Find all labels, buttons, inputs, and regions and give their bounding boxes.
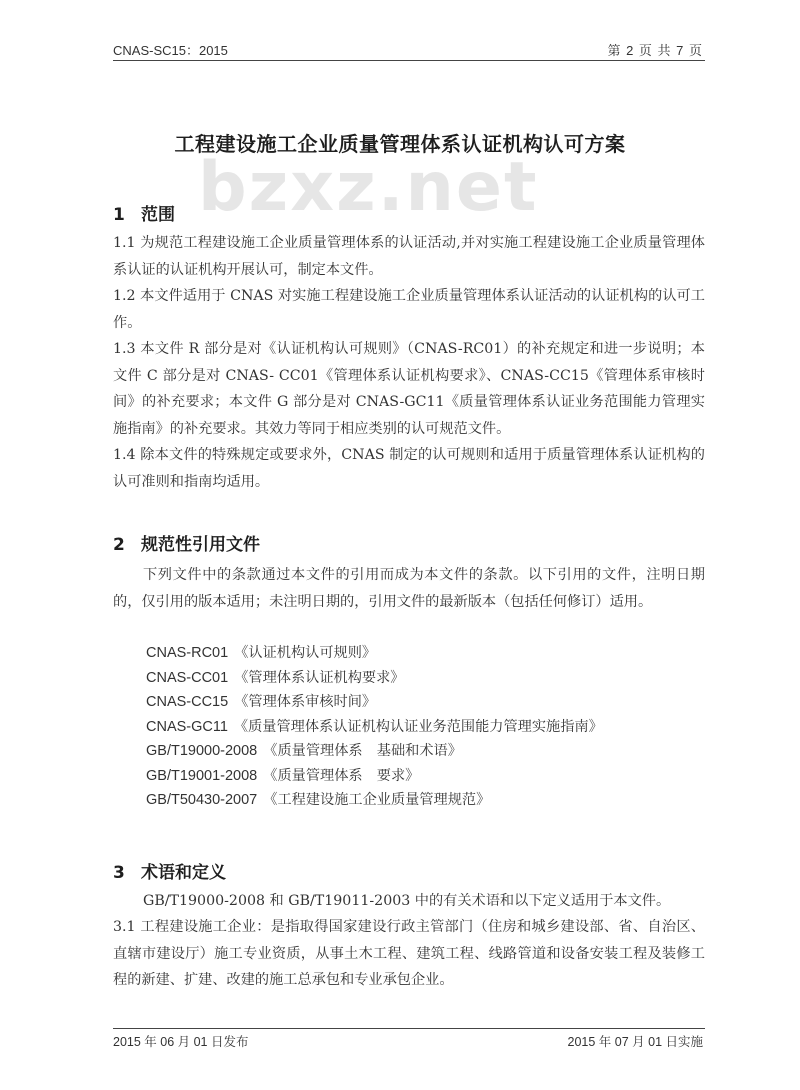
watermark: bzxz.net xyxy=(198,148,539,227)
reference-title: 《质量管理体系认证机构认证业务范围能力管理实施指南》 xyxy=(233,718,603,735)
clause-1-4: 1.4 除本文件的特殊规定或要求外，CNAS 制定的认可规则和适用于质量管理体系认证机构的认可准则和指南均适用。 xyxy=(113,447,705,490)
section-heading-scope xyxy=(113,200,175,225)
document-title: 工程建设施工企业质量管理体系认证机构认可方案 xyxy=(174,132,626,156)
reference-item xyxy=(146,788,603,813)
section-number: 3 xyxy=(113,863,125,883)
reference-item xyxy=(146,690,603,715)
reference-title: 《管理体系认证机构要求》 xyxy=(234,669,405,686)
references-intro: 下列文件中的条款通过本文件的引用而成为本文件的条款。以下引用的文件，注明日期的，仅引用的版本适用；未注明日期的，引用文件的最新版本（包括任何修订）适用。 xyxy=(113,567,705,610)
reference-item xyxy=(146,666,603,691)
reference-title: 《工程建设施工企业质量管理规范》 xyxy=(263,792,491,808)
clause-1-3: 1.3 本文件 R 部分是对《认证机构认可规则》（CNAS-RC01）的补充规定和进一步说明；本文件 C 部分是对 CNAS- CC01《管理体系认证机构要求》、CNAS-CC15《管理体系审核时间》的补充要求；本文件 G 部分是对 CNAS-GC11《质量管理体系认证业务范围能力管理实施指南》的补充要求。其效力等同于相应类别的认可规范文件。 xyxy=(113,341,705,437)
section-number: 2 xyxy=(113,535,125,555)
section-heading-terms-definitions xyxy=(113,858,226,883)
clause-3-1: 3.1 工程建设施工企业：是指取得国家建设行政主管部门（住房和城乡建设部、省、自治区、直辖市建设厅）施工专业资质，从事土木工程、建筑工程、线路管道和设备安装工程及装修工程的新建、扩建、改建的施工总承包和专业承包企业。 xyxy=(113,919,705,988)
section-title: 范围 xyxy=(141,205,175,225)
reference-code: GB/T50430-2007 xyxy=(146,792,258,808)
reference-item xyxy=(146,764,603,789)
page-header xyxy=(113,38,705,61)
clause-1-2: 1.2 本文件适用于 CNAS 对实施工程建设施工企业质量管理体系认证活动的认证机构的认可工作。 xyxy=(113,288,705,331)
reference-title: 《认证机构认可规则》 xyxy=(234,645,377,661)
reference-title: 《管理体系审核时间》 xyxy=(234,694,377,710)
page-number: 第 2 页 共 7 页 xyxy=(607,43,703,58)
effective-date: 2015 年 07 月 01 日实施 xyxy=(567,1035,703,1049)
reference-item xyxy=(146,641,603,666)
reference-title: 《质量管理体系 基础和术语》 xyxy=(263,743,462,759)
issue-date: 2015 年 06 月 01 日发布 xyxy=(113,1035,249,1049)
document-code: CNAS-SC15：2015 xyxy=(113,43,228,58)
reference-title: 《质量管理体系 要求》 xyxy=(263,767,420,784)
reference-list xyxy=(146,641,603,813)
reference-code: CNAS-CC15 xyxy=(146,694,229,710)
reference-code: CNAS-RC01 xyxy=(146,645,229,661)
terms-intro: GB/T19000-2008 和 GB/T19011-2003 中的有关术语和以下定义适用于本文件。 xyxy=(143,893,671,909)
reference-item xyxy=(146,715,603,740)
reference-code: CNAS-CC01 xyxy=(146,669,229,686)
section-number: 1 xyxy=(113,205,125,225)
reference-code: GB/T19000-2008 xyxy=(146,743,258,759)
section-title: 术语和定义 xyxy=(141,863,226,883)
reference-code: CNAS-GC11 xyxy=(146,718,228,735)
section-title: 规范性引用文件 xyxy=(141,535,260,555)
reference-item xyxy=(146,739,603,764)
page-footer xyxy=(113,1028,705,1051)
clause-1-1: 1.1 为规范工程建设施工企业质量管理体系的认证活动,并对实施工程建设施工企业质量管理体系认证的认证机构开展认可，制定本文件。 xyxy=(113,235,705,278)
section-heading-normative-references xyxy=(113,530,260,555)
reference-code: GB/T19001-2008 xyxy=(146,767,258,784)
